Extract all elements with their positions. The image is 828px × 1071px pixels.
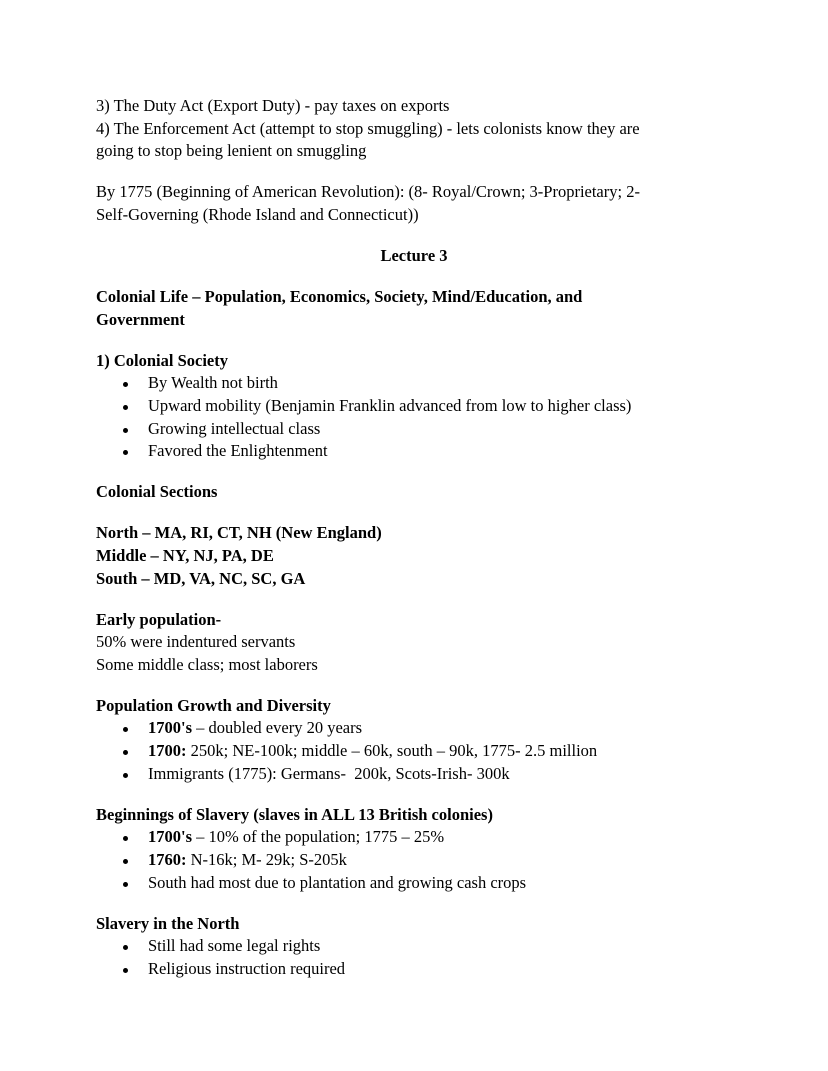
bullet-text: Growing intellectual class: [148, 418, 321, 438]
bullet-icon: [123, 945, 128, 950]
text-line: Some middle class; most laborers: [96, 654, 318, 674]
bullet-text: N-16k; M- 29k; S-205k: [186, 849, 347, 869]
bullet-icon: [123, 727, 128, 732]
section: [96, 804, 732, 894]
section-heading: Colonial Sections: [96, 482, 218, 502]
lecture-title: Lecture 3: [380, 245, 448, 265]
bold-line: South – MD, VA, NC, SC, GA: [96, 568, 306, 588]
section-heading: 1) Colonial Society: [96, 350, 228, 370]
section-heading: Slavery in the North: [96, 913, 240, 933]
section-heading-block: [96, 286, 732, 331]
section-heading-block: [96, 481, 732, 504]
bullet-list: [96, 717, 732, 785]
text-line: By 1775 (Beginning of American Revolution): (8- Royal/Crown; 3-Proprietary; 2-: [96, 182, 640, 202]
bold-line: Middle – NY, NJ, PA, DE: [96, 545, 274, 565]
list-item: [96, 763, 732, 786]
bullet-icon: [123, 750, 128, 755]
section: [96, 913, 732, 981]
bullet-bold-prefix: 1700's: [148, 827, 193, 847]
list-item: [96, 935, 732, 958]
bullet-list: [96, 826, 732, 894]
section-heading: Population Growth and Diversity: [96, 695, 331, 715]
list-item: [96, 418, 732, 441]
lecture-title-block: [96, 245, 732, 268]
list-item: [96, 958, 732, 981]
bullet-icon: [123, 773, 128, 778]
section-heading: Beginnings of Slavery (slaves in ALL 13 British colonies): [96, 804, 493, 824]
bullet-text: South had most due to plantation and growing cash crops: [148, 872, 527, 892]
bullet-icon: [123, 836, 128, 841]
text-line: Self-Governing (Rhode Island and Connecticut)): [96, 204, 419, 224]
bullet-text: – 10% of the population; 1775 – 25%: [192, 827, 445, 847]
section-heading: Colonial Life – Population, Economics, Society, Mind/Education, and: [96, 287, 583, 307]
bullet-text: Upward mobility (Benjamin Franklin advanced from low to higher class): [148, 395, 632, 415]
bullet-text: 250k; NE-100k; middle – 60k, south – 90k, 1775- 2.5 million: [186, 741, 598, 761]
bullet-bold-prefix: 1760:: [148, 849, 187, 869]
list-item: [96, 372, 732, 395]
bullet-icon: [123, 428, 128, 433]
section: [96, 350, 732, 463]
bullet-icon: [123, 450, 128, 455]
list-item: [96, 395, 732, 418]
bullet-text: – doubled every 20 years: [192, 718, 363, 738]
page-content: [96, 95, 732, 980]
bullet-text: Religious instruction required: [148, 958, 346, 978]
bullet-bold-prefix: 1700's: [148, 718, 193, 738]
bullet-icon: [123, 405, 128, 410]
list-item: [96, 740, 732, 763]
bullet-list: [96, 372, 732, 462]
list-item: [96, 849, 732, 872]
list-item: [96, 717, 732, 740]
bullet-icon: [123, 859, 128, 864]
list-item: [96, 826, 732, 849]
section: [96, 522, 732, 590]
bold-line: North – MA, RI, CT, NH (New England): [96, 523, 382, 543]
bullet-icon: [123, 882, 128, 887]
text-line: going to stop being lenient on smuggling: [96, 141, 367, 161]
bullet-text: Still had some legal rights: [148, 936, 321, 956]
bullet-list: [96, 935, 732, 980]
section: [96, 609, 732, 677]
bullet-bold-prefix: 1700:: [148, 741, 187, 761]
text-line: 4) The Enforcement Act (attempt to stop smuggling) - lets colonists know they are: [96, 118, 640, 138]
section: [96, 695, 732, 785]
bullet-text: By Wealth not birth: [148, 373, 278, 393]
bullet-icon: [123, 382, 128, 387]
text-line: 3) The Duty Act (Export Duty) - pay taxes on exports: [96, 96, 450, 115]
text-line: 50% were indentured servants: [96, 632, 296, 652]
list-item: [96, 872, 732, 895]
list-item: [96, 440, 732, 463]
bullet-text: Immigrants (1775): Germans- 200k, Scots-Irish- 300k: [148, 763, 510, 783]
section-heading: Government: [96, 309, 185, 329]
paragraph: [96, 181, 732, 226]
paragraph: [96, 95, 732, 163]
bullet-icon: [123, 968, 128, 973]
section-heading: Early population-: [96, 609, 222, 629]
bullet-text: Favored the Enlightenment: [148, 441, 328, 461]
